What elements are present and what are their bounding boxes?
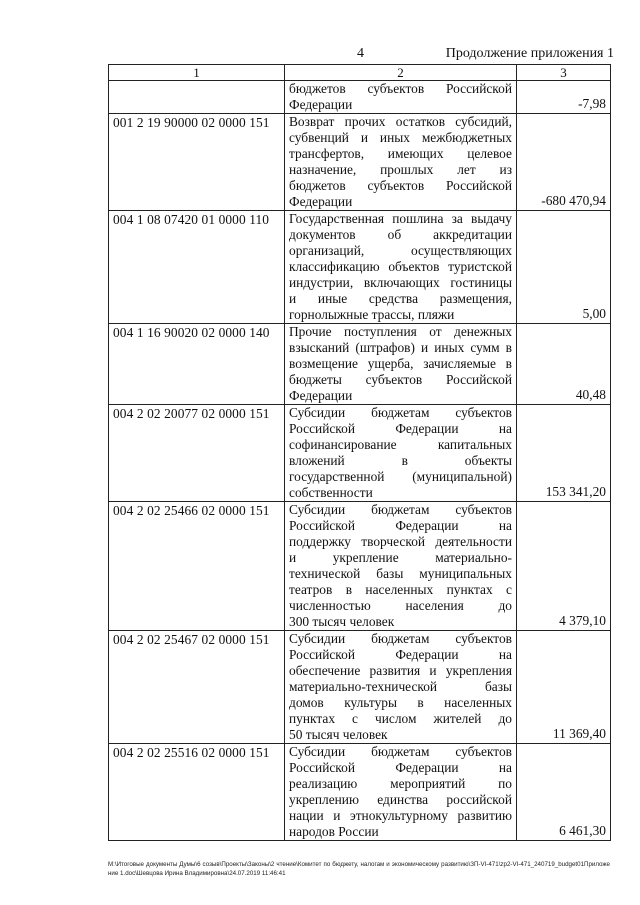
amount-value: 11 369,40 [517,631,611,744]
description-line: Федерации [289,194,353,209]
classification-code: 004 1 16 90020 02 0000 140 [109,324,285,405]
income-description [285,405,517,502]
description-line: технической базы муниципальных [289,566,512,581]
column-header-2: 2 [285,65,517,81]
amount-value: 40,48 [517,324,611,405]
column-header-row [109,65,611,81]
income-description [285,502,517,631]
description-line: реализацию мероприятий по [289,776,512,791]
description-line: назначение, прошлых лет из [289,162,512,177]
description-line: и укрепление материально- [289,550,512,565]
description-line: Субсидии бюджетам субъектов [289,405,512,420]
description-line: Федерации [289,388,353,403]
classification-code: 001 2 19 90000 02 0000 151 [109,114,285,211]
amount-value: -7,98 [517,81,611,114]
description-line: субвенций и иных межбюджетных [289,130,512,145]
description-line: народов России [289,824,379,839]
description-line: Субсидии бюджетам субъектов [289,502,512,517]
description-line: Возврат прочих остатков субсидий, [289,114,512,129]
description-line: и иные средства размещения, [289,291,512,306]
classification-code [109,81,285,114]
income-description [285,114,517,211]
continuation-label: Продолжение приложения 1 [445,46,614,61]
description-line: документов об аккредитации [289,227,512,242]
amount-value: 4 379,10 [517,502,611,631]
amount-value: 5,00 [517,211,611,324]
classification-code: 004 2 02 25516 02 0000 151 [109,744,285,841]
column-header-1: 1 [109,65,285,81]
income-description [285,631,517,744]
description-line: индустрии, включающих гостиницы [289,275,512,290]
description-line: бюджетов субъектов Российской [289,178,512,193]
description-line: домов культуры в населенных [289,695,512,710]
description-line: горнолыжные трассы, пляжи [289,307,455,322]
amount-value: -680 470,94 [517,114,611,211]
description-line: Российской Федерации на [289,760,512,775]
description-line: организаций, осуществляющих [289,243,512,258]
amount-value: 153 341,20 [517,405,611,502]
description-line: взысканий (штрафов) и иных сумм в [289,340,512,355]
description-line: собственности [289,485,373,500]
income-description [285,81,517,114]
column-header-3: 3 [517,65,611,81]
page-header [0,46,640,66]
description-line: бюджетов субъектов Российской [289,81,512,96]
description-line: Прочие поступления от денежных [289,324,512,339]
classification-code: 004 2 02 25466 02 0000 151 [109,502,285,631]
classification-code: 004 2 02 20077 02 0000 151 [109,405,285,502]
table-row [109,114,611,211]
description-line: бюджеты субъектов Российской [289,372,512,387]
classification-code: 004 1 08 07420 01 0000 110 [109,211,285,324]
table-row [109,211,611,324]
table-row [109,631,611,744]
income-description [285,324,517,405]
document-path-footer: М:\Итоговые документы Думы\6 созыв\Проекты\Законы\2 чтение\Комитет по бюджету, налогам и экономическому развитию\ЗП-VI-471\zp2-VI-471_240719_budget01Приложение 1.doc\Шевцова Ирина Владимировна\24.07.2019 11:46:41 [108,861,610,877]
description-line: Федерации [289,97,353,112]
description-line: нации и этнокультурному развитию [289,808,512,823]
description-line: пунктах с числом жителей до [289,711,512,726]
description-line: Российской Федерации на [289,518,512,533]
description-line: Государственная пошлина за выдачу [289,211,512,226]
table-row [109,81,611,114]
description-line: Субсидии бюджетам субъектов [289,744,512,759]
description-line: Российской Федерации на [289,421,512,436]
table-row [109,405,611,502]
description-line: возмещение ущерба, зачисляемые в [289,356,512,371]
description-line: классификацию объектов туристской [289,259,512,274]
income-description [285,744,517,841]
description-line: театров в населенных пунктах с [289,582,512,597]
description-line: численностью населения до [289,598,512,613]
classification-code: 004 2 02 25467 02 0000 151 [109,631,285,744]
description-line: 300 тысяч человек [289,614,395,629]
description-line: материально-технической базы [289,679,512,694]
table-row [109,744,611,841]
description-line: трансфертов, имеющих целевое [289,146,512,161]
amount-value: 6 461,30 [517,744,611,841]
page-number: 4 [357,46,364,61]
description-line: софинансирование капитальных [289,437,512,452]
table-row [109,324,611,405]
description-line: вложений в объекты [289,453,512,468]
description-line: поддержку творческой деятельности [289,534,512,549]
description-line: Российской Федерации на [289,647,512,662]
description-line: укреплению единства российской [289,792,512,807]
description-line: 50 тысяч человек [289,727,388,742]
description-line: государственной (муниципальной) [289,469,512,484]
description-line: обеспечение развития и укрепления [289,663,512,678]
income-description [285,211,517,324]
table-row [109,502,611,631]
description-line: Субсидии бюджетам субъектов [289,631,512,646]
budget-table [108,64,611,841]
